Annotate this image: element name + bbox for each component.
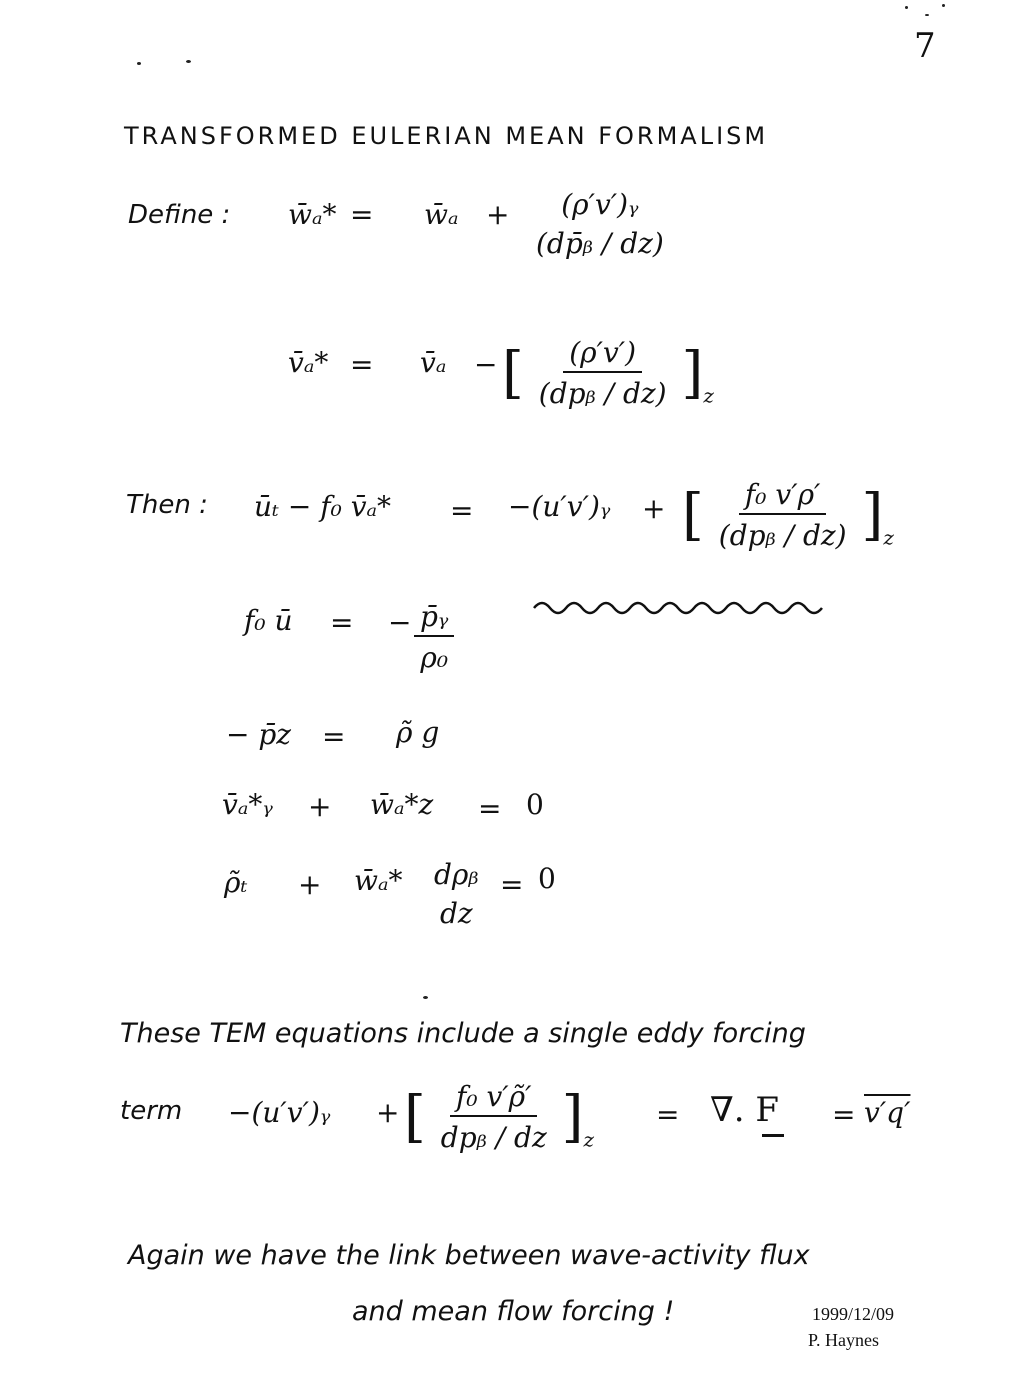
thermo-numerator: dρᵦ bbox=[434, 858, 479, 891]
minus-sign: − bbox=[474, 348, 498, 381]
pv-flux: v′q′ bbox=[864, 1096, 911, 1129]
term-first: −(u′v′)ᵧ bbox=[228, 1096, 331, 1129]
left-bracket: [ bbox=[404, 1084, 426, 1150]
eq2-numerator: (ρ′v′) bbox=[563, 336, 642, 373]
geostrophic-denominator: ρ₀ bbox=[420, 641, 449, 674]
geostrophic-fraction bbox=[414, 600, 454, 674]
eq2-lhs: v̄ₐ* bbox=[288, 346, 329, 379]
term-numerator: f₀ v′ρ̃′ bbox=[450, 1080, 537, 1117]
conclusion-line-1: Again we have the link between wave-activity flux bbox=[128, 1240, 810, 1271]
eq1-denominator: (dp̄ᵦ / dz) bbox=[536, 227, 664, 260]
momentum-denominator: (dpᵦ / dz) bbox=[718, 519, 847, 552]
equals-sign: = bbox=[656, 1098, 680, 1131]
equals-sign: = bbox=[350, 198, 374, 231]
equals-sign: = bbox=[500, 868, 524, 901]
eq1-rhs-term: w̄ₐ bbox=[424, 198, 459, 231]
hydrostatic-rhs: ρ̃ g bbox=[396, 716, 440, 749]
continuity-term-w: w̄ₐ*z bbox=[370, 788, 434, 821]
define-label: Define : bbox=[128, 200, 231, 230]
scan-speck bbox=[137, 62, 141, 65]
thermo-rhs: 0 bbox=[538, 862, 556, 895]
left-bracket: [ bbox=[682, 482, 704, 548]
plus-sign: + bbox=[376, 1096, 400, 1129]
plus-sign: + bbox=[308, 790, 332, 823]
continuity-term-v: v̄ₐ*ᵧ bbox=[222, 788, 273, 821]
eq1-fraction bbox=[530, 188, 670, 260]
momentum-bracket bbox=[682, 478, 894, 552]
eq2-denominator: (dpᵦ / dz) bbox=[538, 377, 667, 410]
right-bracket: ] bbox=[861, 482, 884, 548]
divergence-of-f: ∇. F bbox=[710, 1090, 779, 1130]
then-label: Then : bbox=[126, 490, 208, 520]
page-number: 7 bbox=[914, 26, 936, 66]
wavy-underline bbox=[532, 594, 834, 616]
momentum-lhs: ūₜ − f₀ v̄ₐ* bbox=[254, 490, 392, 523]
statement-line: These TEM equations include a single eddy forcing bbox=[120, 1018, 806, 1049]
geostrophic-lhs: f₀ ū bbox=[244, 604, 293, 637]
continuity-rhs: 0 bbox=[526, 788, 544, 821]
right-bracket: ] bbox=[681, 340, 704, 406]
page-title: TRANSFORMED EULERIAN MEAN FORMALISM bbox=[124, 122, 769, 150]
plus-sign: + bbox=[486, 198, 510, 231]
equals-sign: = bbox=[350, 348, 374, 381]
eq1-numerator: (ρ′v′)ᵧ bbox=[561, 188, 639, 221]
scan-speck bbox=[423, 996, 428, 999]
eq1-lhs: w̄ₐ* bbox=[288, 198, 337, 231]
term-denominator: dpᵦ / dz bbox=[440, 1121, 547, 1154]
momentum-subscript: z bbox=[883, 525, 894, 550]
scan-speck bbox=[905, 6, 908, 9]
scan-speck bbox=[925, 14, 929, 16]
plus-sign: + bbox=[642, 492, 666, 525]
term-subscript: z bbox=[583, 1127, 595, 1152]
equals-sign: = bbox=[450, 494, 474, 527]
thermo-denominator: dz bbox=[439, 897, 473, 930]
equals-sign: = bbox=[330, 606, 354, 639]
left-bracket: [ bbox=[502, 340, 524, 406]
thermo-term-w: w̄ₐ* bbox=[354, 864, 403, 897]
equals-sign: = bbox=[478, 792, 502, 825]
scan-speck bbox=[942, 4, 945, 7]
eq2-bracket bbox=[502, 336, 714, 410]
date-stamp: 1999/12/09 bbox=[812, 1304, 895, 1324]
plus-sign: + bbox=[298, 868, 322, 901]
hydrostatic-lhs: − p̄z bbox=[226, 718, 292, 751]
momentum-numerator: f₀ v′ρ′ bbox=[739, 478, 826, 515]
minus-sign: − bbox=[388, 606, 412, 639]
term-label: term bbox=[120, 1096, 183, 1126]
term-bracket bbox=[404, 1080, 594, 1154]
thermo-fraction bbox=[428, 858, 485, 930]
right-bracket: ] bbox=[561, 1084, 584, 1150]
equals-sign: = bbox=[322, 720, 346, 753]
vector-underline bbox=[762, 1134, 784, 1137]
eq2-subscript: z bbox=[703, 383, 714, 408]
momentum-rhs-term: −(u′v′)ᵧ bbox=[508, 490, 611, 523]
author-stamp: P. Haynes bbox=[808, 1330, 879, 1350]
eq2-rhs-term: v̄ₐ bbox=[420, 346, 447, 379]
scan-speck bbox=[186, 60, 191, 63]
equals-sign: = bbox=[832, 1098, 856, 1131]
geostrophic-numerator: p̄ᵧ bbox=[414, 600, 454, 637]
thermo-term-rho: ρ̃ₜ bbox=[224, 866, 248, 899]
conclusion-line-2: and mean flow forcing ! bbox=[352, 1296, 675, 1327]
